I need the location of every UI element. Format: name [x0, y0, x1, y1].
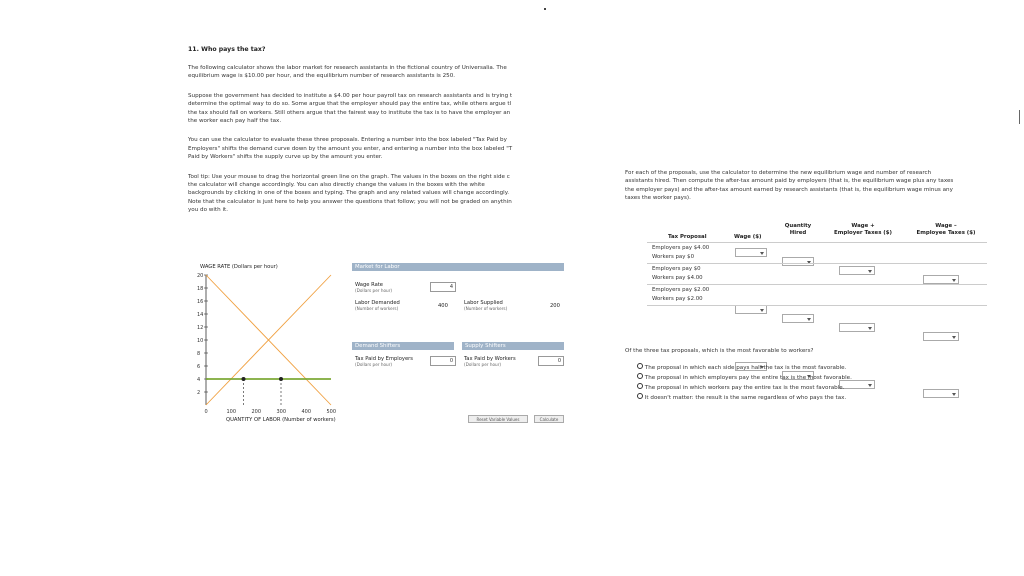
- intersection-point: [279, 377, 283, 381]
- radio-button[interactable]: [637, 383, 643, 389]
- y-tick-label: 10: [197, 337, 204, 344]
- y-tick-label: 8: [197, 350, 201, 357]
- y-tick-label: 4: [197, 376, 201, 383]
- x-axis-title: QUANTITY OF LABOR (Number of workers): [226, 417, 336, 423]
- y-tick-label: 2: [197, 389, 201, 396]
- tax-employers-label: Tax Paid by Employers: [355, 356, 414, 362]
- scroll-mark: [1019, 110, 1020, 124]
- x-tick-label: 0: [204, 409, 208, 415]
- wage-dropdown[interactable]: [735, 248, 767, 257]
- divider: [647, 284, 987, 285]
- y-tick-label: 18: [197, 285, 204, 292]
- paragraph-line: Tool tip: Use your mouse to drag the horizontal green line on the graph. The values in the boxes on the right side c: [188, 173, 510, 180]
- paragraph-line: The following calculator shows the labor market for research assistants in the fictional country of Universalia. The: [188, 65, 507, 71]
- graph-canvas[interactable]: [186, 260, 346, 430]
- question-text: [188, 64, 568, 215]
- labor-supplied-value: 200: [550, 303, 560, 309]
- paragraph-line: the tax should fall on workers. Still others argue that the fairest way to institute the tax is to have the employer an: [188, 109, 511, 116]
- y-tick-label: 14: [197, 311, 204, 318]
- mc-option[interactable]: It doesn't matter: the result is the same regardless of who pays the tax.: [637, 393, 852, 403]
- tax-workers-sub: (Dollars per hour): [464, 362, 502, 367]
- tax-employers-input[interactable]: 0: [430, 356, 456, 366]
- y-tick-label: 20: [197, 272, 204, 279]
- proposal-row-1: Employers pay $4.00 Workers pay $0: [652, 245, 710, 260]
- radio-button[interactable]: [637, 363, 643, 369]
- y-tick-label: 16: [197, 298, 204, 305]
- paragraph-line: Paid by Workers" shifts the supply curve up by the amount you enter.: [188, 154, 383, 161]
- mc-option[interactable]: The proposal in which each side pays half the tax is the most favorable.: [637, 363, 852, 373]
- reset-button[interactable]: Reset Variable Values: [468, 415, 528, 423]
- tax-workers-label: Tax Paid by Workers: [464, 356, 516, 362]
- x-tick-label: 400: [301, 409, 312, 415]
- labor-supplied-label: Labor Supplied: [464, 300, 503, 306]
- employee-earning-dropdown[interactable]: [923, 389, 959, 398]
- header-wage: Wage ($): [734, 234, 762, 240]
- paragraph-line: Note that the calculator is just here to help you answer the questions that follow; you will not be graded on anythin: [188, 198, 512, 205]
- wage-dropdown[interactable]: [735, 305, 767, 314]
- y-tick-label: 12: [197, 324, 204, 331]
- supply-shifters-header: Supply Shifters: [462, 342, 564, 350]
- header-wage-plus-employer-taxes: Wage + Employer Taxes ($): [834, 223, 892, 236]
- intersection-point: [242, 377, 246, 381]
- wage-rate-sub: (Dollars per hour): [355, 288, 393, 293]
- demand-shifters-header: Demand Shifters: [352, 342, 454, 350]
- paragraph-line: Employers" shifts the demand curve down by the amount you enter, and entering a number into the box labeled "T: [188, 145, 513, 152]
- labor-demanded-sub: (Number of workers): [355, 306, 399, 311]
- paragraph-line: backgrounds by clicking in one of the boxes and typing. The graph and any related values will change accordingly.: [188, 190, 510, 197]
- instruction-line: For each of the proposals, use the calculator to determine the new equilibrium wage and number of research: [625, 170, 932, 176]
- employer-cost-dropdown[interactable]: [839, 266, 875, 275]
- x-tick-label: 500: [326, 409, 337, 415]
- market-header: Market for Labor: [352, 263, 564, 271]
- paragraph-line: you do with it.: [188, 207, 228, 214]
- y-axis-title: WAGE RATE (Dollars per hour): [200, 264, 278, 270]
- instructions: [625, 169, 985, 203]
- quantity-dropdown[interactable]: [782, 257, 814, 266]
- paragraph-line: determine the optimal way to do so. Some argue that the employer should pay the entire tax, while others argue tl: [188, 101, 512, 108]
- mc-option[interactable]: The proposal in which employers pay the entire tax is the most favorable.: [637, 373, 852, 383]
- x-tick-label: 300: [276, 409, 287, 415]
- paragraph-line: Suppose the government has decided to institute a $4.00 per hour payroll tax on research assistants and is trying t: [188, 92, 513, 99]
- results-table: [625, 220, 987, 320]
- instruction-line: taxes the worker pays).: [625, 195, 691, 202]
- employee-earning-dropdown[interactable]: [923, 332, 959, 341]
- instruction-line: the employer pays) and the after-tax amount earned by research assistants (that is, the equilibrium wage minus any: [625, 186, 953, 193]
- paragraph-line: the worker each pay half the tax.: [188, 118, 282, 125]
- employee-earning-dropdown[interactable]: [923, 275, 959, 284]
- radio-button[interactable]: [637, 373, 643, 379]
- labor-demanded-label: Labor Demanded: [355, 300, 400, 306]
- instruction-line: assistants hired. Then compute the after-tax amount paid by employers (that is, the equilibrium wage plus any taxes: [625, 178, 954, 185]
- labor-supplied-sub: (Number of workers): [464, 306, 508, 311]
- calculator-panel: [352, 263, 564, 425]
- labor-demanded-value: 400: [438, 303, 448, 309]
- calculate-button[interactable]: Calculate: [534, 415, 564, 423]
- paragraph-line: the calculator will change accordingly. You can also directly change the values in the boxes with the white: [188, 182, 485, 189]
- wage-rate-input[interactable]: 4: [430, 282, 456, 292]
- header-tax-proposal: Tax Proposal: [668, 234, 707, 240]
- mc-options: [637, 363, 852, 403]
- y-tick-label: 6: [197, 363, 201, 370]
- employer-cost-dropdown[interactable]: [839, 323, 875, 332]
- quantity-dropdown[interactable]: [782, 314, 814, 323]
- header-wage-minus-employee-taxes: Wage – Employee Taxes ($): [916, 223, 976, 236]
- dot-mark: [544, 8, 546, 10]
- paragraph-line: equilibrium wage is $10.00 per hour, and the equilibrium number of research assistants is 250.: [188, 73, 456, 80]
- x-tick-label: 100: [226, 409, 237, 415]
- tax-workers-input[interactable]: 0: [538, 356, 564, 366]
- radio-button[interactable]: [637, 393, 643, 399]
- question-title: 11. Who pays the tax?: [188, 46, 266, 53]
- paragraph-line: You can use the calculator to evaluate these three proposals. Entering a number into the box labeled "Tax Paid by: [188, 137, 507, 144]
- mc-question: Of the three tax proposals, which is the most favorable to workers?: [625, 348, 814, 354]
- proposal-row-3: Employers pay $2.00 Workers pay $2.00: [652, 287, 710, 302]
- divider: [647, 263, 987, 264]
- header-quantity-hired: Quantity Hired: [784, 223, 812, 236]
- tax-employers-sub: (Dollars per hour): [355, 362, 393, 367]
- proposal-row-2: Employers pay $0 Workers pay $4.00: [652, 266, 703, 281]
- divider: [647, 242, 987, 243]
- mc-option[interactable]: The proposal in which workers pay the entire tax is the most favorable.: [637, 383, 852, 393]
- labor-market-graph[interactable]: [186, 260, 346, 430]
- x-tick-label: 200: [251, 409, 262, 415]
- divider: [647, 305, 987, 306]
- wage-rate-label: Wage Rate: [355, 282, 384, 288]
